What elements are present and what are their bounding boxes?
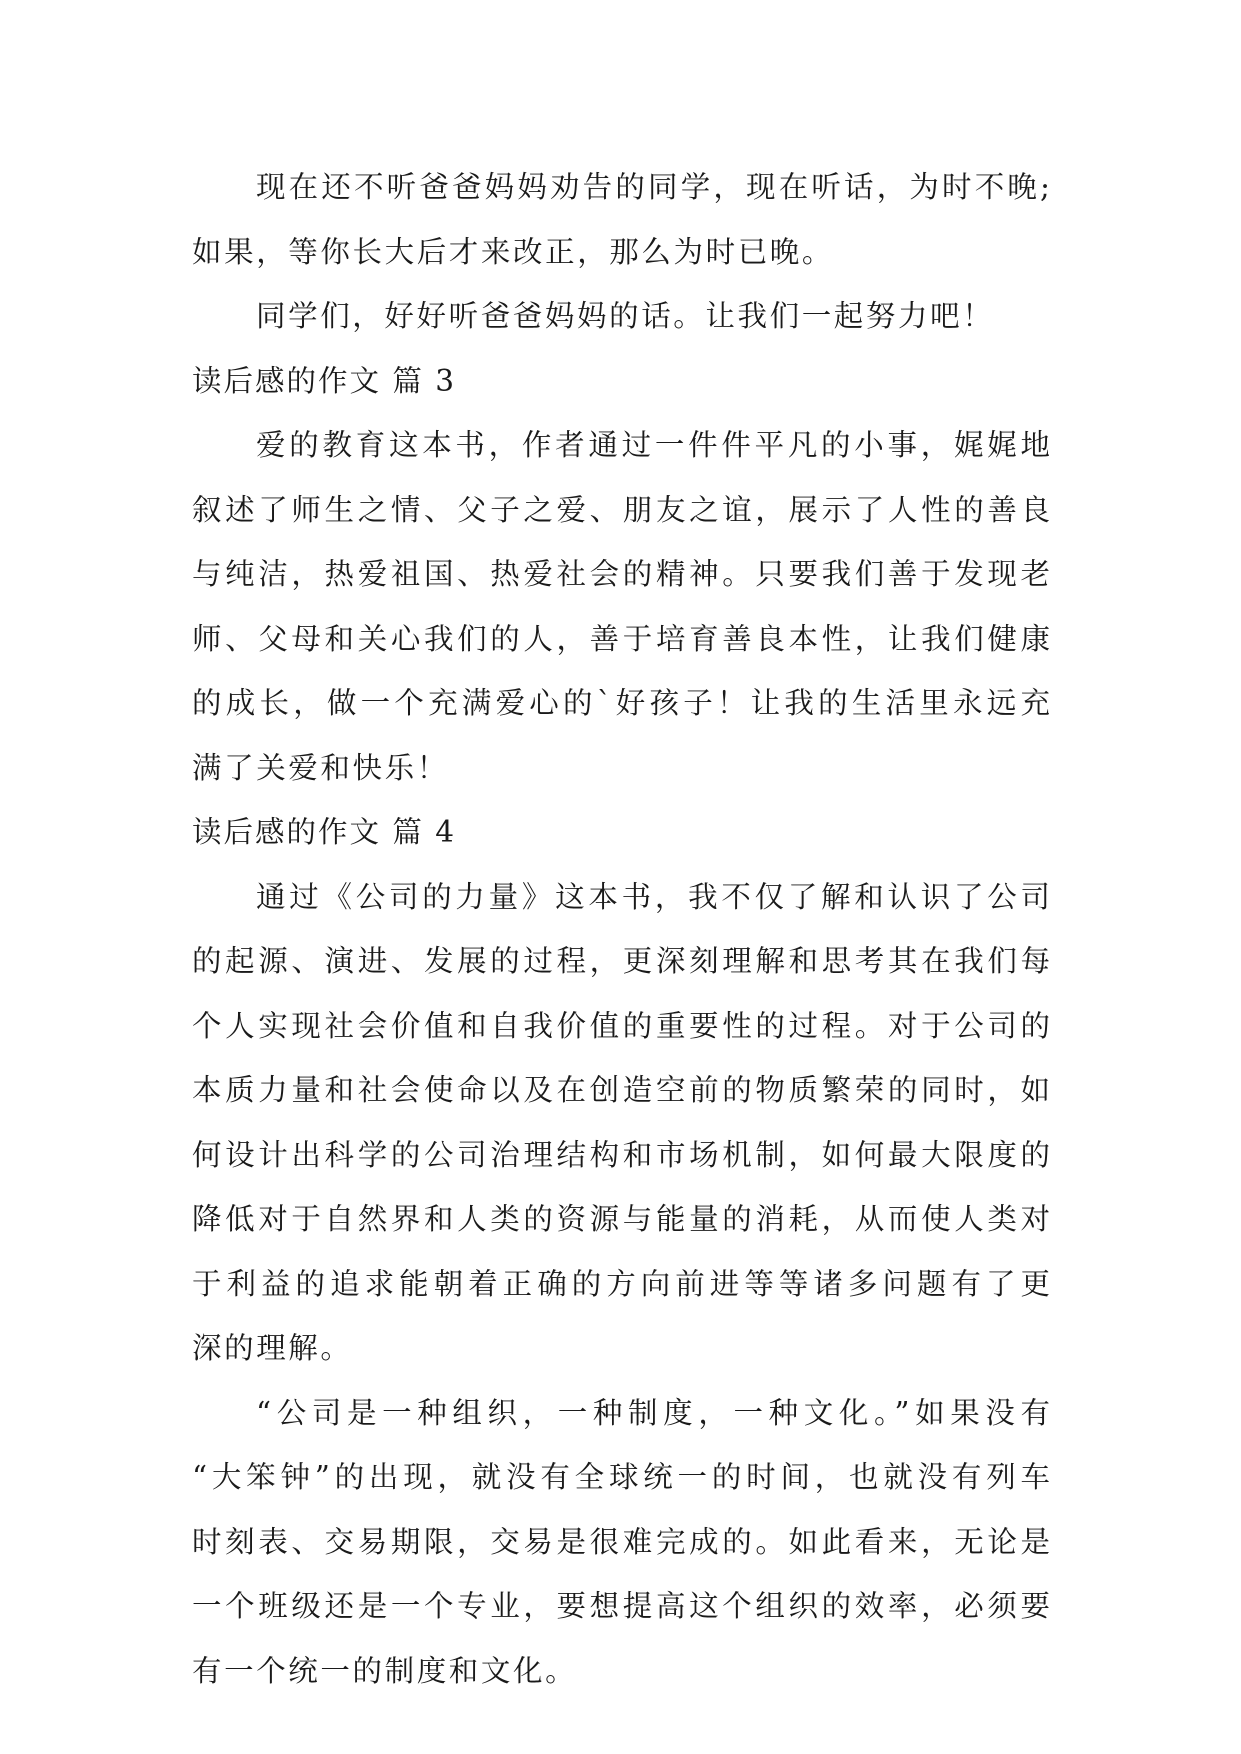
section-heading: 读后感的作文 篇 4 (192, 815, 457, 849)
paragraph-line: 满了关爱和快乐！ (192, 750, 449, 785)
paragraph-line: “大笨钟”的出现，就没有全球统一的时间，也就没有列车 (192, 1460, 1050, 1494)
paragraph-line: 同学们，好好听爸爸妈妈的话。让我们一起努力吧！ (256, 299, 995, 333)
paragraph-line: 现在还不听爸爸妈妈劝告的同学，现在听话，为时不晚; (256, 170, 1050, 204)
paragraph-line: 的成长，做一个充满爱心的`好孩子！让我的生活里永远充 (192, 686, 1050, 720)
paragraph-line: 叙述了师生之情、父子之爱、朋友之谊，展示了人性的善良 (192, 492, 1050, 527)
paragraph-line: 本质力量和社会使命以及在创造空前的物质繁荣的同时，如 (192, 1073, 1050, 1107)
section-heading: 读后感的作文 篇 3 (192, 363, 457, 398)
paragraph-line: 爱的教育这本书，作者通过一件件平凡的小事，娓娓地 (256, 428, 1050, 462)
document-body (192, 155, 1050, 1703)
paragraph-line: 深的理解。 (192, 1331, 353, 1365)
paragraph-line: 于利益的追求能朝着正确的方向前进等等诸多问题有了更 (192, 1266, 1050, 1301)
paragraph-line: 通过《公司的力量》这本书，我不仅了解和认识了公司 (256, 879, 1050, 914)
paragraph-line: 时刻表、交易期限，交易是很难完成的。如此看来，无论是 (192, 1524, 1050, 1559)
paragraph-line: 个人实现社会价值和自我价值的重要性的过程。对于公司的 (192, 1008, 1050, 1043)
paragraph-line: 如果，等你长大后才来改正，那么为时已晚。 (192, 234, 835, 269)
paragraph-line: 有一个统一的制度和文化。 (192, 1653, 578, 1688)
paragraph-line: 的起源、演进、发展的过程，更深刻理解和思考其在我们每 (192, 944, 1050, 978)
paragraph-line: 师、父母和关心我们的人，善于培育善良本性，让我们健康 (192, 621, 1050, 656)
paragraph-line: 一个班级还是一个专业，要想提高这个组织的效率，必须要 (192, 1589, 1050, 1623)
paragraph-line: 何设计出科学的公司治理结构和市场机制，如何最大限度的 (192, 1137, 1050, 1172)
paragraph-line: 与纯洁，热爱祖国、热爱社会的精神。只要我们善于发现老 (192, 557, 1050, 591)
paragraph-line: “公司是一种组织，一种制度，一种文化。”如果没有 (256, 1395, 1050, 1430)
paragraph-line: 降低对于自然界和人类的资源与能量的消耗，从而使人类对 (192, 1202, 1050, 1236)
